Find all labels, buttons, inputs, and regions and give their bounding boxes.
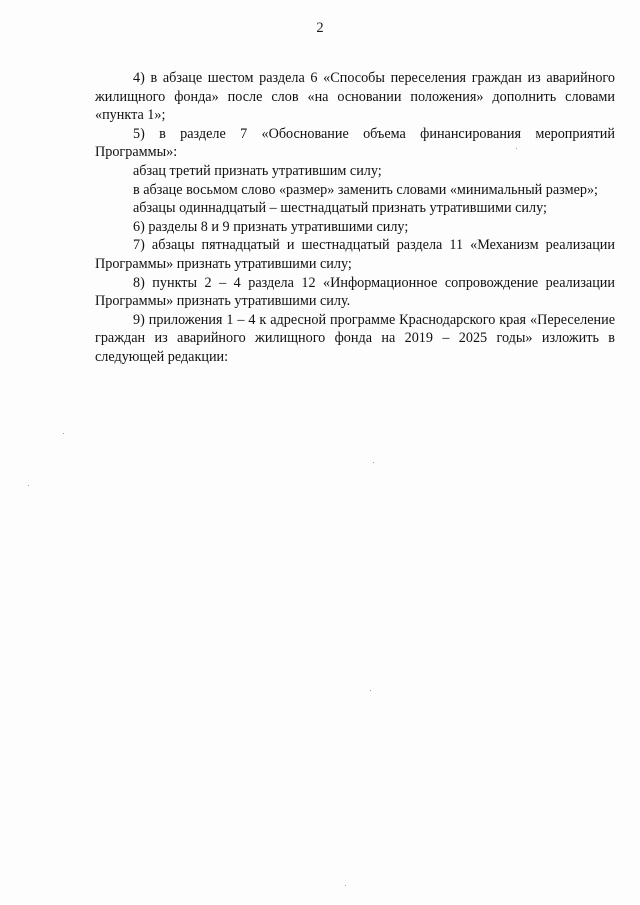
paragraph-item-9: 9) приложения 1 – 4 к адресной программе Краснодарского края «Переселение граждан из аварийного жилищного фонда на 2019 – 2025 годы» изложить в следующей редакции: — [95, 311, 615, 365]
paragraph-sub-eighth: в абзаце восьмом слово «размер» заменить словами «минимальный размер»; — [133, 181, 598, 198]
scan-speck — [516, 148, 517, 149]
paragraph-item-7: 7) абзацы пятнадцатый и шестнадцатый раздела 11 «Механизм реализации Программы» признать утратившими силу; — [95, 237, 615, 272]
paragraph-item-4: 4) в абзаце шестом раздела 6 «Способы переселения граждан из аварийного жилищного фонда» после слов «на основании положения» дополнить словами «пункта 1»; — [95, 70, 615, 124]
document-body — [95, 69, 615, 367]
paragraph-item-6: 6) разделы 8 и 9 признать утратившими силу; — [133, 218, 409, 235]
scan-speck — [63, 433, 64, 434]
paragraph-sub-eleventh: абзацы одиннадцатый – шестнадцатый признать утратившими силу; — [133, 200, 547, 217]
scan-speck — [345, 885, 346, 886]
paragraph-sub-third: абзац третий признать утратившим силу; — [133, 162, 382, 179]
scan-speck — [373, 462, 374, 463]
page-number: 2 — [316, 20, 324, 36]
scan-speck — [28, 485, 29, 486]
scan-speck — [370, 690, 371, 691]
paragraph-item-8: 8) пункты 2 – 4 раздела 12 «Информационное сопровождение реализации Программы» признать утратившими силу. — [95, 274, 615, 310]
paragraph-item-5: 5) в разделе 7 «Обоснование объема финансирования мероприятий Программы»: — [95, 125, 615, 161]
